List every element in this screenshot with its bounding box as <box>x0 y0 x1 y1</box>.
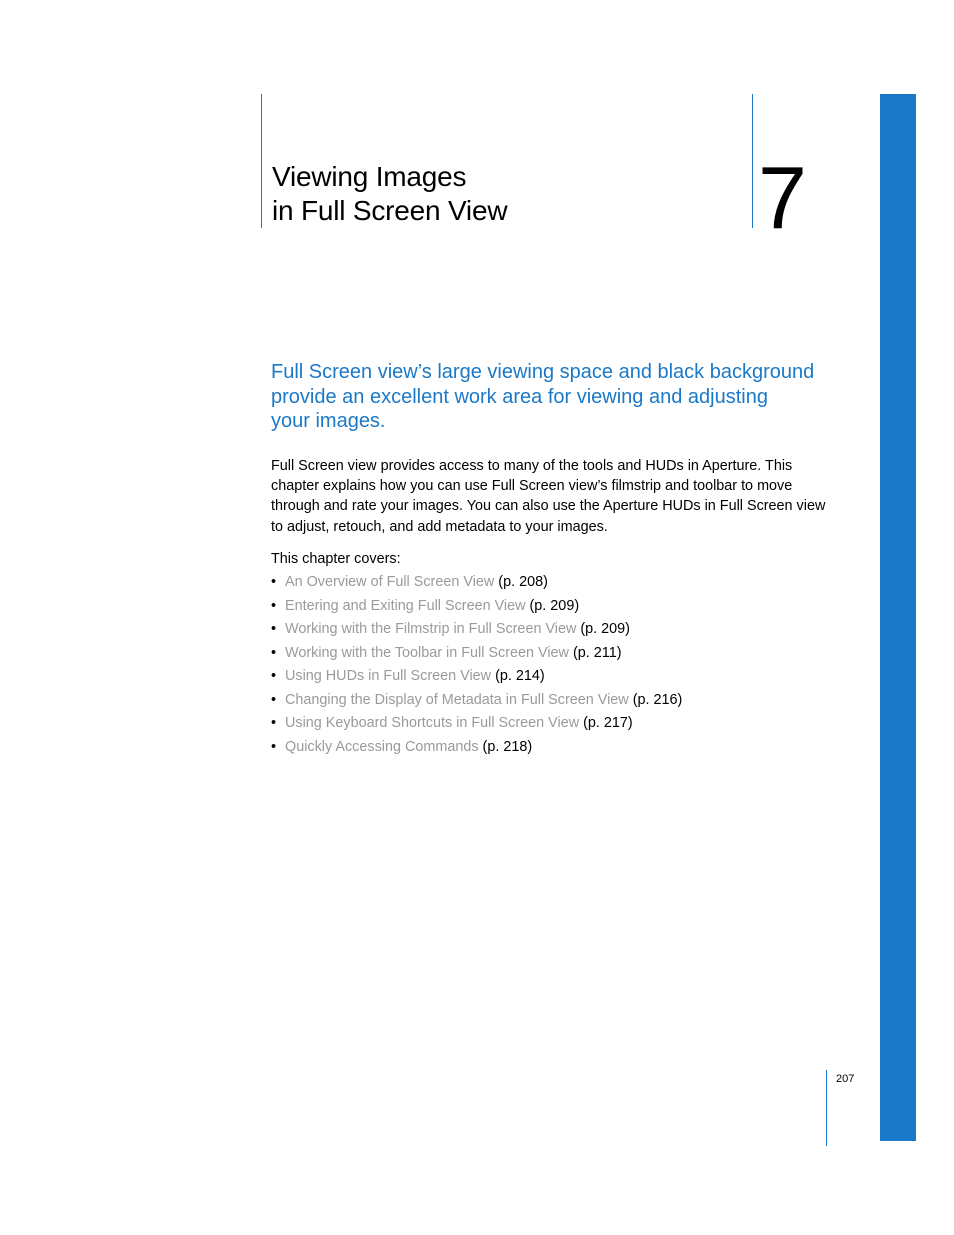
body-paragraph <box>271 456 831 537</box>
title-rule <box>261 94 262 228</box>
toc-page-ref: (p. 214) <box>495 668 545 684</box>
toc-page-ref: (p. 208) <box>498 574 548 590</box>
bullet: • <box>271 668 277 684</box>
chapter-intro-line-3: your images. <box>271 410 386 432</box>
toc-link-overview[interactable]: An Overview of Full Screen View <box>285 574 495 590</box>
list-item <box>271 595 682 619</box>
toc-link-metadata-display[interactable]: Changing the Display of Metadata in Full Screen View <box>285 691 629 708</box>
list-item <box>271 618 682 642</box>
bullet: • <box>271 691 277 708</box>
chapter-number: 7 <box>758 148 807 247</box>
chapter-number-rule <box>752 94 753 228</box>
chapter-covers-label: This chapter covers: <box>271 551 401 567</box>
list-item <box>271 712 682 736</box>
toc-page-ref: (p. 211) <box>572 644 622 661</box>
toc-page-ref: (p. 216) <box>632 691 683 708</box>
list-item <box>271 665 682 689</box>
toc-page-ref: (p. 218) <box>482 738 533 755</box>
chapter-intro <box>271 360 841 434</box>
page-number-rule <box>826 1070 827 1146</box>
toc-page-ref: (p. 217) <box>583 715 633 731</box>
chapter-title-line-1: Viewing Images <box>272 161 467 192</box>
bullet: • <box>271 644 277 661</box>
bullet: • <box>271 621 277 637</box>
toc-link-huds[interactable]: Using HUDs in Full Screen View <box>285 668 492 684</box>
body-line-1: Full Screen view provides access to many of the tools and HUDs in Aperture. This <box>271 458 793 474</box>
bullet: • <box>271 597 277 614</box>
toc-link-quickly-accessing-commands[interactable]: Quickly Accessing Commands <box>285 738 479 755</box>
list-item <box>271 642 682 666</box>
bullet: • <box>271 738 277 755</box>
list-item <box>271 689 682 713</box>
body-line-2: chapter explains how you can use Full Screen view’s filmstrip and toolbar to move <box>271 478 793 495</box>
bullet: • <box>271 574 277 590</box>
toc-page-ref: (p. 209) <box>580 621 630 637</box>
toc-link-entering-exiting[interactable]: Entering and Exiting Full Screen View <box>285 597 526 614</box>
list-item <box>271 571 682 595</box>
body-line-3: through and rate your images. You can also use the Aperture HUDs in Full Screen view <box>271 498 826 515</box>
chapter-side-tab <box>880 94 916 1141</box>
chapter-title-line-2: in Full Screen View <box>272 195 508 226</box>
page-number: 207 <box>836 1073 855 1085</box>
chapter-intro-line-1: Full Screen view’s large viewing space and black background <box>271 361 815 383</box>
list-item <box>271 736 682 760</box>
bullet: • <box>271 715 277 731</box>
toc-link-filmstrip[interactable]: Working with the Filmstrip in Full Screen View <box>285 621 577 637</box>
chapter-title <box>272 160 507 228</box>
toc-page-ref: (p. 209) <box>529 597 580 614</box>
toc-link-keyboard-shortcuts[interactable]: Using Keyboard Shortcuts in Full Screen View <box>285 715 580 731</box>
chapter-contents-list <box>271 571 682 759</box>
body-line-4: to adjust, retouch, and add metadata to your images. <box>271 518 608 535</box>
toc-link-toolbar[interactable]: Working with the Toolbar in Full Screen View <box>285 644 569 661</box>
chapter-intro-line-2: provide an excellent work area for viewing and adjusting <box>271 385 768 408</box>
